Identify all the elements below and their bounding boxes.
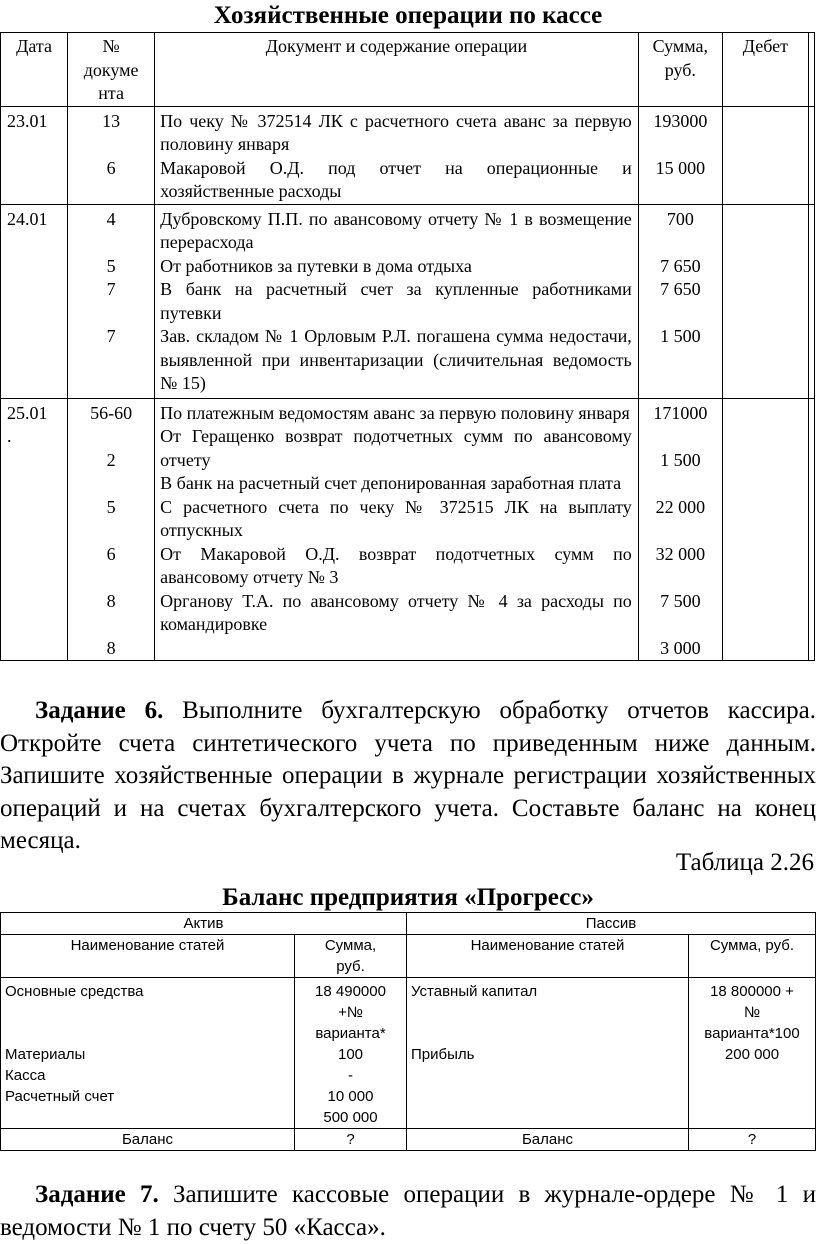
- row-debet: [722, 204, 808, 398]
- header-doc-no: № докуме нта: [68, 33, 155, 107]
- header-debet: Дебет: [722, 33, 808, 107]
- header-description: Документ и содержание операции: [155, 33, 639, 107]
- row-date: 24.01: [1, 204, 68, 398]
- liability-sums: 18 800000 + № варианта*100 200 000: [689, 978, 816, 1129]
- col-sum-left: Сумма, руб.: [295, 935, 407, 978]
- table-row: [1, 935, 816, 978]
- header-date: Дата: [1, 33, 68, 107]
- row-sums: 700 7 650 7 650 1 500: [638, 204, 722, 398]
- task-6-paragraph: [0, 695, 816, 858]
- table-row: [1, 913, 816, 935]
- row-sums: 171000 1 500 22 000 32 000 7 500 3 000: [638, 398, 722, 661]
- list-item: Основные средства: [5, 983, 144, 1000]
- table-row: [1, 106, 815, 204]
- list-item: От работников за путевки в дома отдыха: [160, 255, 472, 276]
- col-name-left: Наименование статей: [1, 935, 295, 978]
- row-descriptions: [155, 106, 639, 204]
- asset-sums: 18 490000 +№ варианта* 100 - 10 000 500 000: [295, 978, 407, 1129]
- balance-table: [0, 912, 816, 1151]
- row-extra: [808, 398, 814, 661]
- row-sums: 193000 15 000: [638, 106, 722, 204]
- table-row: [1, 204, 815, 398]
- cash-operations-title: Хозяйственные операции по кассе: [213, 2, 603, 29]
- row-descriptions: [155, 398, 639, 661]
- list-item: С расчетного счета по чеку № 372515 ЛК на выплату отпускных: [160, 496, 632, 540]
- task-7-paragraph: [0, 1179, 816, 1244]
- total-left: ?: [295, 1129, 407, 1151]
- col-sum-right: Сумма, руб.: [689, 935, 816, 978]
- list-item: Зав. складом № 1 Орловым Р.Л. погашена сумма недостачи, выявленной при инвентаризации (сличительная ведомость № 15): [160, 326, 632, 393]
- row-doc-numbers: 4 5 7 7: [68, 204, 155, 398]
- header-extra: [808, 33, 814, 107]
- table-row: [1, 1129, 816, 1151]
- row-extra: [808, 106, 814, 204]
- total-label-left: Баланс: [1, 1129, 295, 1151]
- total-right: ?: [689, 1129, 816, 1151]
- list-item: Уставный капитал: [411, 983, 538, 1000]
- passiv-header: Пассив: [407, 913, 816, 935]
- liability-names: [407, 978, 689, 1129]
- list-item: Дубровскому П.П. по авансовому отчету № 1 в возмещение перерасхода: [160, 208, 632, 252]
- list-item: Органову Т.А. по авансовому отчету № 4 за расходы по командировке: [160, 590, 632, 634]
- list-item: Расчетный счет: [5, 1088, 115, 1105]
- task-7-label: Задание 7.: [35, 1181, 159, 1208]
- row-descriptions: [155, 204, 639, 398]
- list-item: В банк на расчетный счет за купленные работниками путевки: [160, 279, 632, 323]
- list-item: В банк на расчетный счет депонированная заработная плата: [160, 473, 622, 493]
- table-row: [1, 978, 816, 1129]
- aktiv-header: Актив: [1, 913, 407, 935]
- balance-title: Баланс предприятия «Прогресс»: [222, 884, 594, 911]
- list-item: По платежным ведомостям аванс за первую половину января: [160, 402, 630, 423]
- row-doc-numbers: 13 6: [68, 106, 155, 204]
- table-number: Таблица 2.26: [675, 849, 814, 876]
- asset-names: [1, 978, 295, 1129]
- row-debet: [722, 398, 808, 661]
- row-extra: [808, 204, 814, 398]
- list-item: От Геращенко возврат подотчетных сумм по авансовому отчету: [160, 426, 632, 470]
- col-name-right: Наименование статей: [407, 935, 689, 978]
- list-item: Прибыль: [411, 1046, 475, 1063]
- cash-operations-table: [0, 32, 815, 661]
- row-date: 23.01: [1, 106, 68, 204]
- task-6-text: Выполните бухгалтерскую обработку отчетов кассира. Откройте счета синтетического учета по приведенным ниже данным. Запишите хозяйственные операции в журнале регистрации хозяйственных операций и на счетах бухгалтерского учета. Составьте баланс на конец месяца.: [0, 697, 816, 854]
- table-row: [1, 398, 815, 661]
- table-header-row: [1, 33, 815, 107]
- row-doc-numbers: 56-60 2 5 6 8 8: [68, 398, 155, 661]
- list-item: Макаровой О.Д. под отчет на операционные и хозяйственные расходы: [160, 157, 632, 201]
- row-debet: [722, 106, 808, 204]
- list-item: Материалы: [5, 1046, 86, 1063]
- row-date: 25.01 .: [1, 398, 68, 661]
- total-label-right: Баланс: [407, 1129, 689, 1151]
- task-6-label: Задание 6.: [35, 697, 164, 724]
- list-item: От Макаровой О.Д. возврат подотчетных сумм по авансовому отчету № 3: [160, 543, 632, 587]
- list-item: Касса: [5, 1067, 46, 1084]
- task-7-text: Запишите кассовые операции в журнале-ордере № 1 и ведомости № 1 по счету 50 «Касса».: [0, 1181, 816, 1241]
- list-item: По чеку № 372514 ЛК с расчетного счета аванс за первую половину января: [160, 110, 632, 154]
- header-sum: Сумма, руб.: [638, 33, 722, 107]
